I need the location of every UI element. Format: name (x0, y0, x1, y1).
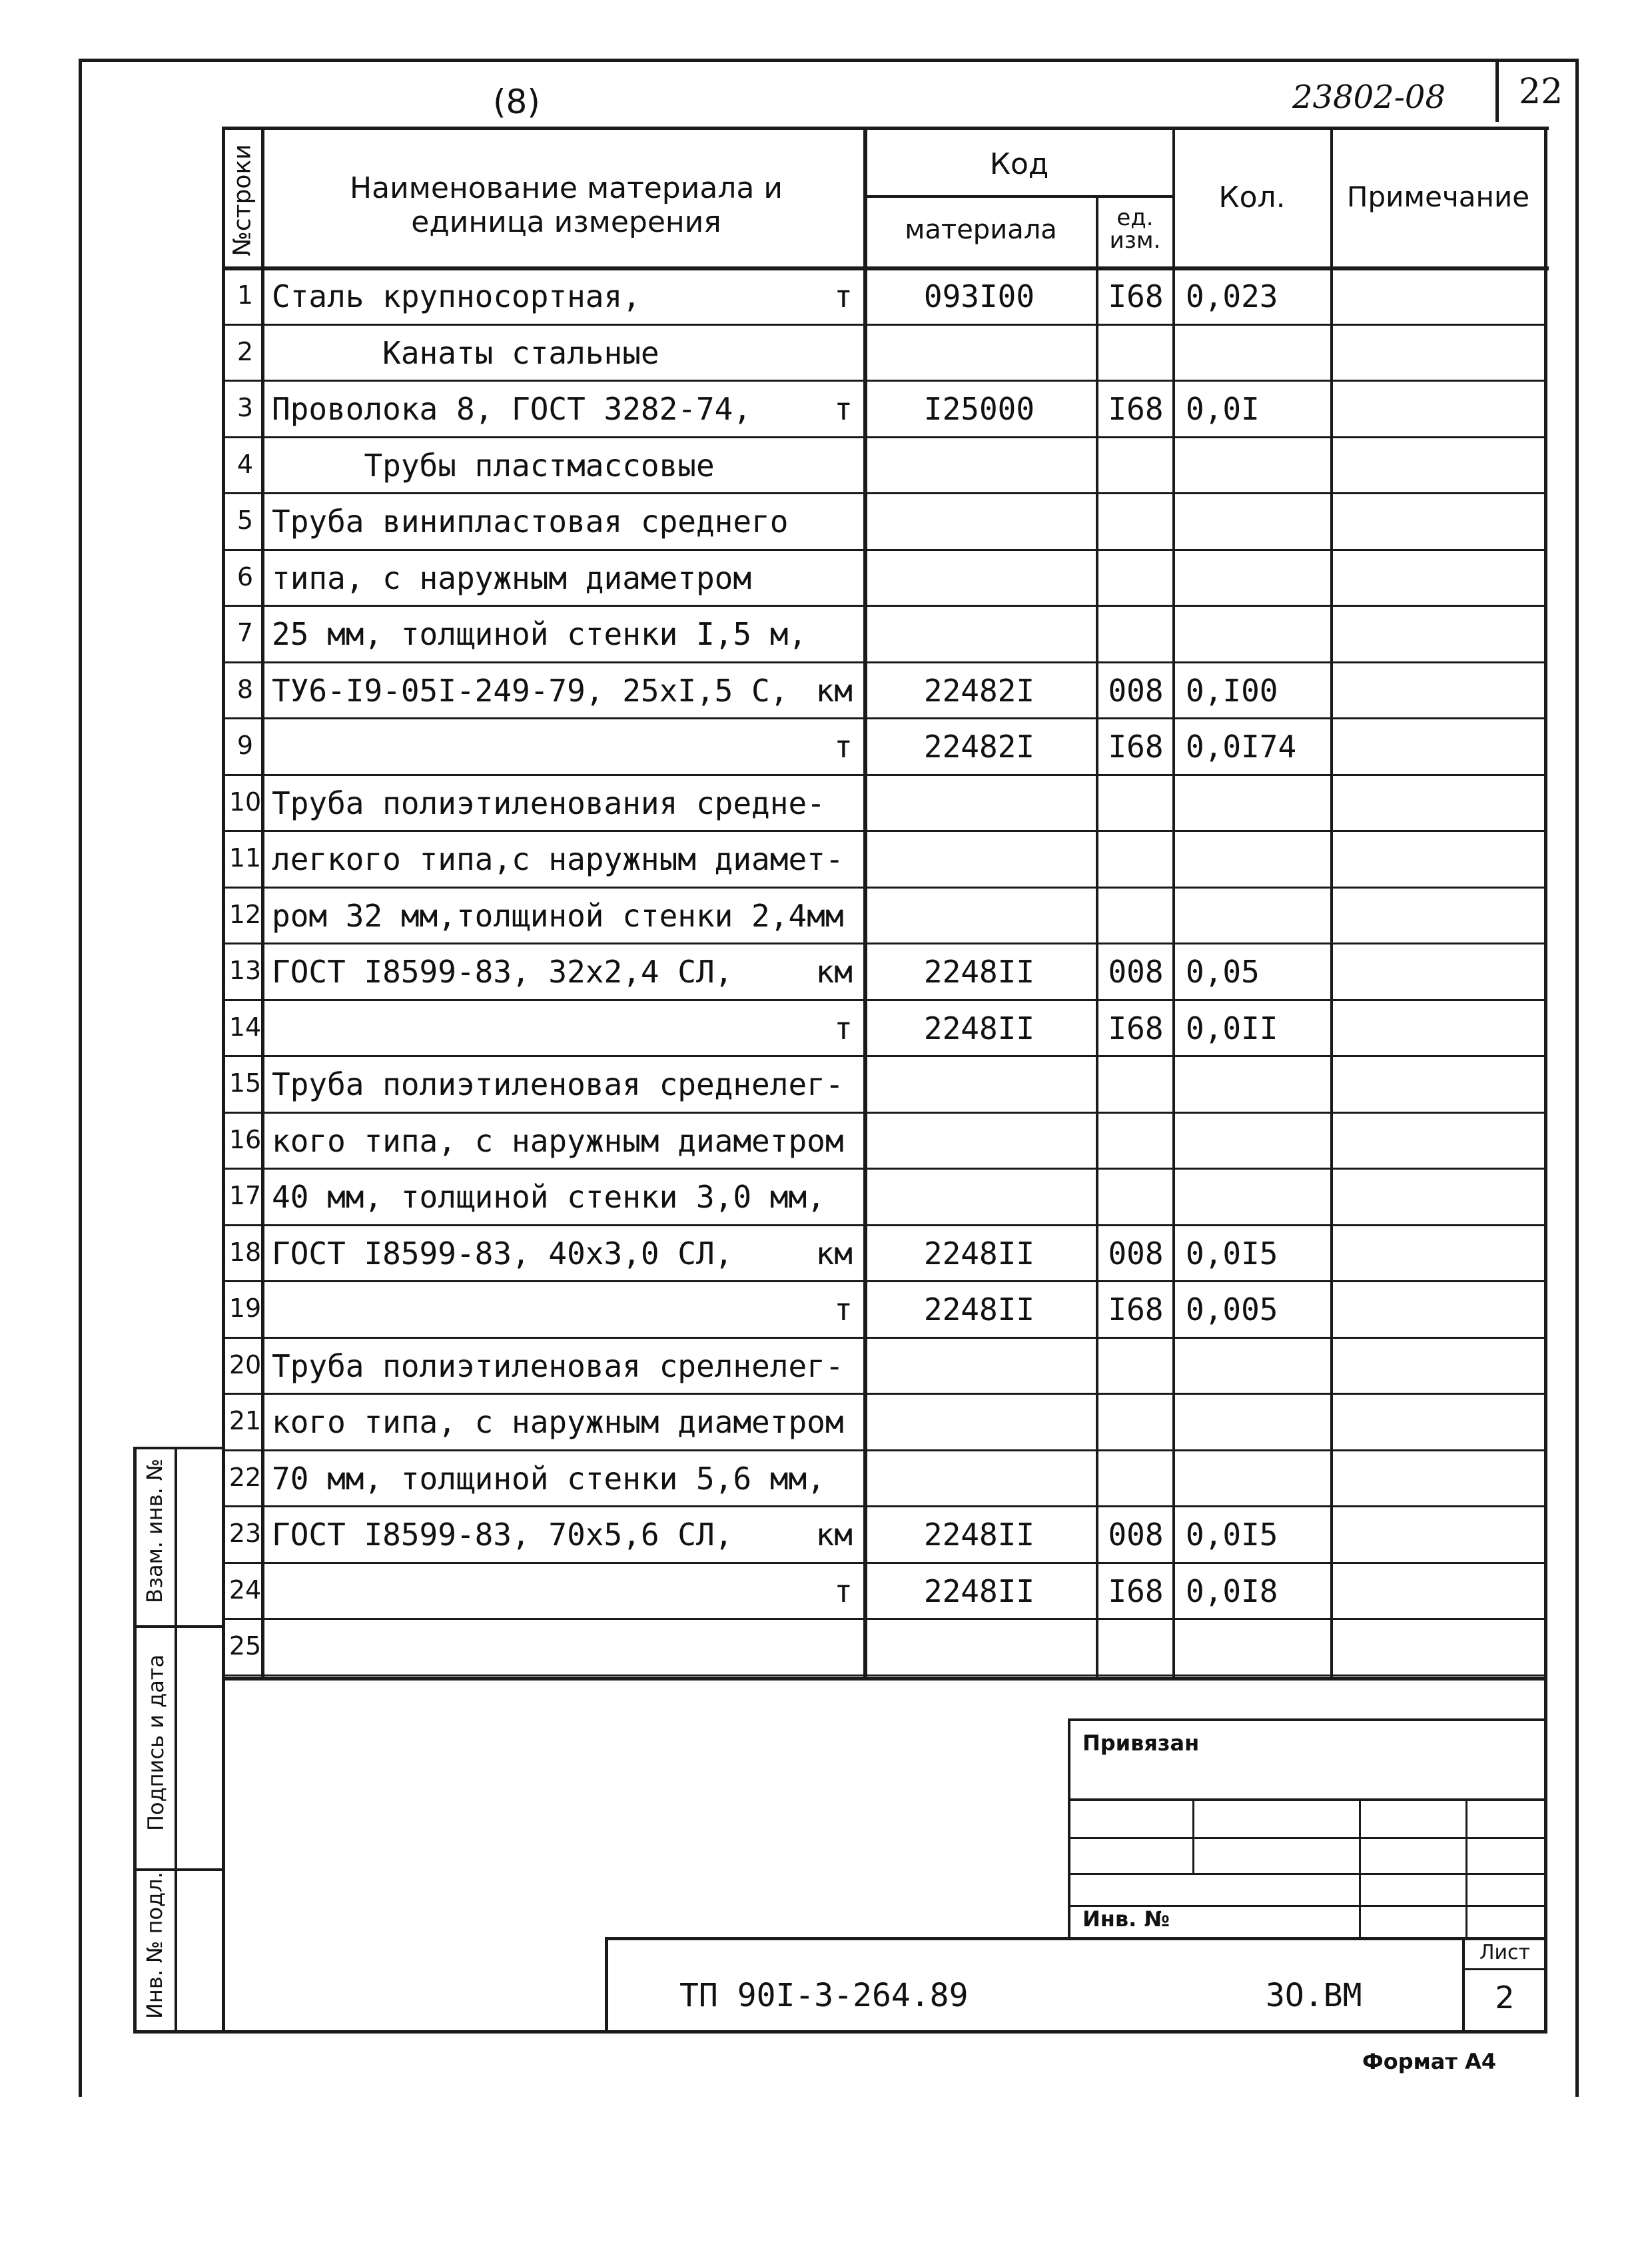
unit-cell (786, 1619, 853, 1675)
unit-cell (786, 494, 853, 550)
col-line-left (222, 127, 225, 2033)
material-code-cell (866, 438, 1092, 494)
privyazan-label: Привязан (1082, 1730, 1200, 1756)
unit-cell: км (815, 1517, 853, 1553)
stamp-inv-podl: Инв. № подл. (142, 1872, 167, 2019)
handwritten-code: 23802-08 (1292, 79, 1446, 116)
material-name-cell (272, 1000, 858, 1056)
unit-code-cell: 008 (1108, 672, 1164, 709)
section-code: ЗО.ВМ (1266, 1977, 1362, 2014)
header-note: Примечание (1346, 181, 1530, 213)
material-code-cell: 2248II (923, 1235, 1035, 1272)
quantity-cell (1186, 494, 1339, 550)
page-number-label: (8) (493, 83, 540, 121)
stamp-inner-line (175, 1447, 177, 2033)
material-name-cell: ТУ6-I9-05I-249-79, 25хI,5 С, (272, 672, 789, 709)
header-material: материала (905, 214, 1057, 245)
material-name-cell (272, 1563, 858, 1619)
quantity-cell: 0,0I8 (1186, 1573, 1278, 1609)
quantity-cell: 0,0II (1186, 1010, 1278, 1046)
unit-cell (786, 1056, 853, 1112)
sheet-number: 2 (1495, 1980, 1515, 2016)
quantity-cell (1186, 1113, 1339, 1169)
unit-code-cell (1096, 1169, 1176, 1225)
row-number: 5 (236, 506, 254, 535)
row-number: 11 (228, 843, 262, 873)
unit-code-cell (1096, 1113, 1176, 1169)
privyazan-v1 (1192, 1798, 1194, 1873)
material-name-cell: Трубы пластмассовые (272, 447, 715, 484)
header-code: Код (989, 147, 1049, 181)
quantity-cell (1186, 1451, 1339, 1507)
title-strip-top (606, 1937, 1545, 1940)
row-number: 17 (228, 1181, 262, 1210)
row-number: 7 (236, 618, 254, 647)
header-name: Наименование материала и единица измерения (350, 171, 783, 239)
unit-cell (786, 888, 853, 944)
row-number: 25 (228, 1631, 262, 1661)
unit-code-cell (1096, 550, 1176, 606)
quantity-cell (1186, 888, 1339, 944)
row-number: 6 (236, 561, 254, 591)
material-code-cell: I25000 (923, 391, 1035, 427)
unit-cell: т (834, 729, 853, 765)
privyazan-h1 (1069, 1798, 1545, 1801)
table-top-line (223, 127, 1549, 130)
privyazan-v3 (1465, 1798, 1467, 1938)
material-code-cell (866, 550, 1092, 606)
material-name-cell: кого типа, с наружным диаметром (272, 1404, 844, 1440)
format-label: Формат А4 (1362, 2049, 1497, 2074)
header-row-number: №строки (228, 144, 256, 256)
quantity-cell: 0,005 (1186, 1292, 1278, 1327)
unit-cell (786, 1113, 853, 1169)
frame-right-line (1575, 59, 1579, 2097)
material-code-cell (866, 1113, 1092, 1169)
material-code-cell: 2248II (923, 1517, 1035, 1553)
kod-divider-line (865, 195, 1174, 198)
unit-code-cell: 008 (1108, 1235, 1164, 1272)
unit-code-cell (1096, 606, 1176, 662)
material-code-cell: 22482I (923, 729, 1035, 765)
unit-cell (786, 1169, 853, 1225)
unit-code-cell: I68 (1108, 1573, 1164, 1609)
material-name-cell: 40 мм, толщиной стенки 3,0 мм, (272, 1179, 825, 1215)
unit-cell (786, 438, 853, 494)
unit-code-cell: I68 (1108, 1010, 1164, 1046)
unit-code-cell (1096, 888, 1176, 944)
unit-cell (786, 606, 853, 662)
unit-code-cell: I68 (1108, 1292, 1164, 1327)
row-number: 20 (228, 1349, 262, 1379)
unit-cell: км (815, 954, 853, 990)
quantity-cell: 0,05 (1186, 954, 1260, 990)
quantity-cell (1186, 1338, 1339, 1394)
row-number: 23 (228, 1519, 262, 1548)
material-code-cell (866, 831, 1092, 887)
unit-code-cell (1096, 1056, 1176, 1112)
row-number: 24 (228, 1575, 262, 1605)
quantity-cell: 0,0I (1186, 391, 1260, 427)
row-number: 9 (236, 731, 254, 760)
material-code-cell (866, 1619, 1092, 1675)
material-code-cell: 22482I (923, 672, 1035, 709)
row-number: 13 (228, 956, 262, 985)
unit-cell (786, 325, 853, 381)
material-code-cell (866, 1338, 1092, 1394)
material-name-cell: легкого типа,с наружным диамет- (272, 841, 844, 877)
quantity-cell (1186, 606, 1339, 662)
frame-notch-line (1495, 59, 1499, 122)
material-name-cell: Труба полиэтиленовая срелнелег- (272, 1347, 844, 1384)
unit-cell: т (834, 1010, 853, 1046)
quantity-cell (1186, 1394, 1339, 1450)
unit-code-cell (1096, 775, 1176, 831)
title-bottom-line (223, 2030, 1547, 2034)
unit-code-cell: 008 (1108, 1517, 1164, 1553)
row-number: 12 (228, 899, 262, 929)
material-name-cell: ГОСТ I8599-83, 40х3,0 СЛ, (272, 1235, 733, 1272)
quantity-cell: 0,0I74 (1186, 729, 1297, 765)
row-number: 14 (228, 1012, 262, 1042)
material-name-cell: Труба винипластовая среднего (272, 504, 789, 540)
row-number: 19 (228, 1294, 262, 1323)
stamp-div-1 (133, 1625, 223, 1628)
row-number: 1 (236, 280, 254, 310)
unit-code-cell (1096, 494, 1176, 550)
inv-no-label: Инв. № (1082, 1906, 1170, 1932)
col-line-right (1544, 127, 1547, 1679)
material-code-cell: 2248II (923, 1292, 1035, 1327)
stamp-vzam-inv: Взам. инв. № (142, 1458, 167, 1603)
unit-cell: т (834, 391, 853, 427)
title-separator (223, 1677, 1547, 1681)
unit-code-cell (1096, 1619, 1176, 1675)
material-name-cell: 25 мм, толщиной стенки I,5 м, (272, 616, 807, 652)
header-qty: Кол. (1218, 181, 1286, 214)
stamp-signature-date: Подпись и дата (143, 1654, 169, 1831)
material-name-cell: ГОСТ I8599-83, 70х5,6 СЛ, (272, 1517, 733, 1553)
unit-cell: т (834, 278, 853, 314)
frame-top-line (80, 59, 1579, 62)
unit-cell (786, 775, 853, 831)
unit-code-cell (1096, 1338, 1176, 1394)
unit-code-cell (1096, 1394, 1176, 1450)
sheet-label: Лист (1479, 1941, 1531, 1964)
row-number: 8 (236, 674, 254, 704)
privyazan-h2 (1069, 1837, 1545, 1839)
row-number: 3 (236, 393, 254, 422)
material-name-cell: Труба полиэтиленовая среднелег- (272, 1066, 844, 1102)
quantity-cell (1186, 1619, 1339, 1675)
material-name-cell: Канаты стальные (272, 334, 659, 371)
header-unit: ед. изм. (1109, 204, 1161, 254)
unit-code-cell (1096, 1451, 1176, 1507)
material-code-cell: 2248II (923, 1010, 1035, 1046)
unit-code-cell: I68 (1108, 391, 1164, 427)
privyazan-v2 (1359, 1798, 1361, 1938)
material-code-cell (866, 888, 1092, 944)
quantity-cell: 0,023 (1186, 278, 1278, 314)
material-name-cell (272, 1282, 858, 1337)
unit-cell (786, 1451, 853, 1507)
unit-code-cell: I68 (1108, 278, 1164, 314)
row-number: 21 (228, 1406, 262, 1435)
material-code-cell (866, 606, 1092, 662)
material-code-cell (866, 494, 1092, 550)
quantity-cell (1186, 1056, 1339, 1112)
unit-cell (786, 1338, 853, 1394)
frame-left-line (79, 59, 82, 2097)
material-code-cell (866, 775, 1092, 831)
material-code-cell (866, 325, 1092, 381)
unit-code-cell: 008 (1108, 954, 1164, 990)
sheet-box-divider (1462, 1968, 1545, 1970)
row-number: 18 (228, 1237, 262, 1267)
unit-code-cell (1096, 831, 1176, 887)
quantity-cell: 0,0I5 (1186, 1517, 1278, 1553)
quantity-cell (1186, 550, 1339, 606)
quantity-cell (1186, 775, 1339, 831)
material-code-cell: 093I00 (923, 278, 1035, 314)
quantity-cell (1186, 831, 1339, 887)
unit-cell: т (834, 1292, 853, 1327)
sheet-box-left (1462, 1937, 1465, 2034)
unit-cell (786, 1394, 853, 1450)
material-name-cell: Проволока 8, ГОСТ 3282-74, (272, 391, 752, 427)
stamp-bottom-line (133, 2030, 223, 2034)
privyazan-top (1069, 1718, 1545, 1721)
material-code-cell (866, 1056, 1092, 1112)
unit-code-cell (1096, 438, 1176, 494)
material-code-cell (866, 1394, 1092, 1450)
title-right-line (1544, 1677, 1547, 2034)
material-name-cell: Труба полиэтиленования средне- (272, 785, 825, 821)
quantity-cell (1186, 1169, 1339, 1225)
quantity-cell (1186, 438, 1339, 494)
material-name-cell: типа, с наружным диаметром (272, 560, 752, 596)
material-name-cell: Сталь крупносортная, (272, 278, 641, 314)
row-number: 22 (228, 1462, 262, 1492)
row-number: 16 (228, 1124, 262, 1154)
unit-cell: км (815, 1235, 853, 1272)
unit-cell: км (815, 672, 853, 709)
material-name-cell: ром 32 мм,толщиной стенки 2,4мм (272, 897, 844, 934)
unit-code-cell: I68 (1108, 729, 1164, 765)
material-name-cell (272, 1619, 858, 1675)
material-code-cell (866, 1169, 1092, 1225)
row-number: 10 (228, 787, 262, 817)
row-number: 15 (228, 1068, 262, 1098)
unit-cell (786, 550, 853, 606)
page-corner-number: 22 (1519, 72, 1563, 112)
privyazan-h3 (1069, 1873, 1545, 1875)
material-name-cell: 70 мм, толщиной стенки 5,6 мм, (272, 1460, 825, 1497)
stamp-top-line (133, 1447, 223, 1449)
unit-cell: т (834, 1573, 853, 1609)
quantity-cell (1186, 325, 1339, 381)
material-code-cell (866, 1451, 1092, 1507)
stamp-outer-left (133, 1447, 137, 2033)
row-number: 4 (236, 449, 254, 479)
unit-cell (786, 831, 853, 887)
material-name-cell: кого типа, с наружным диаметром (272, 1122, 844, 1159)
row-number: 2 (236, 336, 254, 366)
material-name-cell: ГОСТ I8599-83, 32х2,4 СЛ, (272, 954, 733, 990)
stamp-div-2 (133, 1868, 223, 1871)
material-name-cell (272, 719, 858, 775)
material-code-cell: 2248II (923, 1573, 1035, 1609)
document-code: ТП 90I-3-264.89 (679, 1977, 969, 2014)
quantity-cell: 0,0I5 (1186, 1235, 1278, 1272)
title-strip-left (605, 1937, 608, 2034)
material-code-cell: 2248II (923, 954, 1035, 990)
unit-code-cell (1096, 325, 1176, 381)
quantity-cell: 0,I00 (1186, 672, 1278, 709)
